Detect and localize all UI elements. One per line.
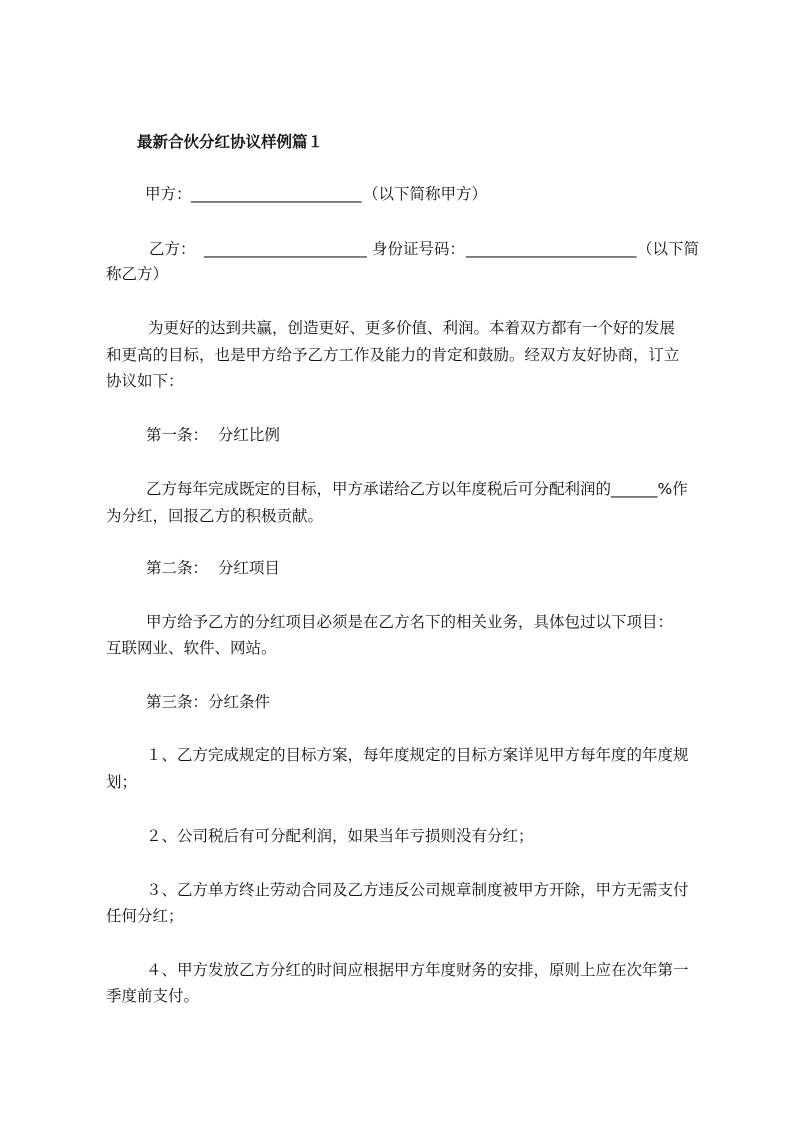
article-1-line-1: 乙方每年完成既定的目标，甲方承诺给乙方以年度税后可分配利润的______%作 bbox=[146, 480, 688, 498]
article-3-item-1-line-2: 划； bbox=[106, 773, 138, 791]
intro-line-1: 为更好的达到共赢，创造更好、更多价值、利润。本着双方都有一个好的发展 bbox=[148, 319, 676, 337]
document-title: 最新合伙分红协议样例篇１ bbox=[137, 133, 324, 151]
party-b-label: 乙方： bbox=[149, 240, 196, 258]
article-3-item-2: ２、公司税后有可分配利润，如果当年亏损则没有分红； bbox=[146, 827, 534, 845]
article-3-item-3-line-2: 任何分红； bbox=[106, 907, 184, 925]
party-b-id-label: 身份证号码： bbox=[372, 240, 466, 258]
party-b-note-start: （以下简 bbox=[637, 240, 700, 258]
article-2-line-2: 互联网业、软件、网站。 bbox=[106, 639, 277, 657]
article-1-line-2: 为分红，回报乙方的积极贡献。 bbox=[106, 507, 324, 525]
article-3-heading: 第三条：分红条件 bbox=[146, 693, 271, 711]
article-3-item-4-line-1: ４、甲方发放乙方分红的时间应根据甲方年度财务的安排，原则上应在次年第一 bbox=[146, 961, 689, 979]
party-b-note-end: 称乙方） bbox=[106, 265, 169, 283]
article-1-heading: 第一条： 分红比例 bbox=[146, 426, 280, 444]
party-b-blank: _____________________ bbox=[204, 240, 367, 258]
intro-line-2: 和更高的目标，也是甲方给予乙方工作及能力的肯定和鼓励。经双方友好协商，订立 bbox=[106, 346, 680, 364]
party-b-id-blank: ______________________ bbox=[466, 240, 637, 258]
party-a-blank: ______________________ bbox=[191, 185, 362, 203]
article-2-line-1: 甲方给予乙方的分红项目必须是在乙方名下的相关业务，具体包过以下项目： bbox=[146, 613, 674, 631]
article-3-item-1-line-1: １、乙方完成规定的目标方案，每年度规定的目标方案详见甲方每年度的年度规 bbox=[146, 746, 689, 764]
article-2-heading: 第二条： 分红项目 bbox=[146, 559, 280, 577]
article-3-item-3-line-1: ３、乙方单方终止劳动合同及乙方违反公司规章制度被甲方开除，甲方无需支付 bbox=[146, 881, 689, 899]
intro-line-3: 协议如下： bbox=[106, 372, 184, 390]
party-a-label: 甲方： bbox=[145, 185, 192, 203]
party-a-note: （以下简称甲方） bbox=[363, 185, 488, 203]
article-3-item-4-line-2: 季度前支付。 bbox=[106, 987, 200, 1005]
